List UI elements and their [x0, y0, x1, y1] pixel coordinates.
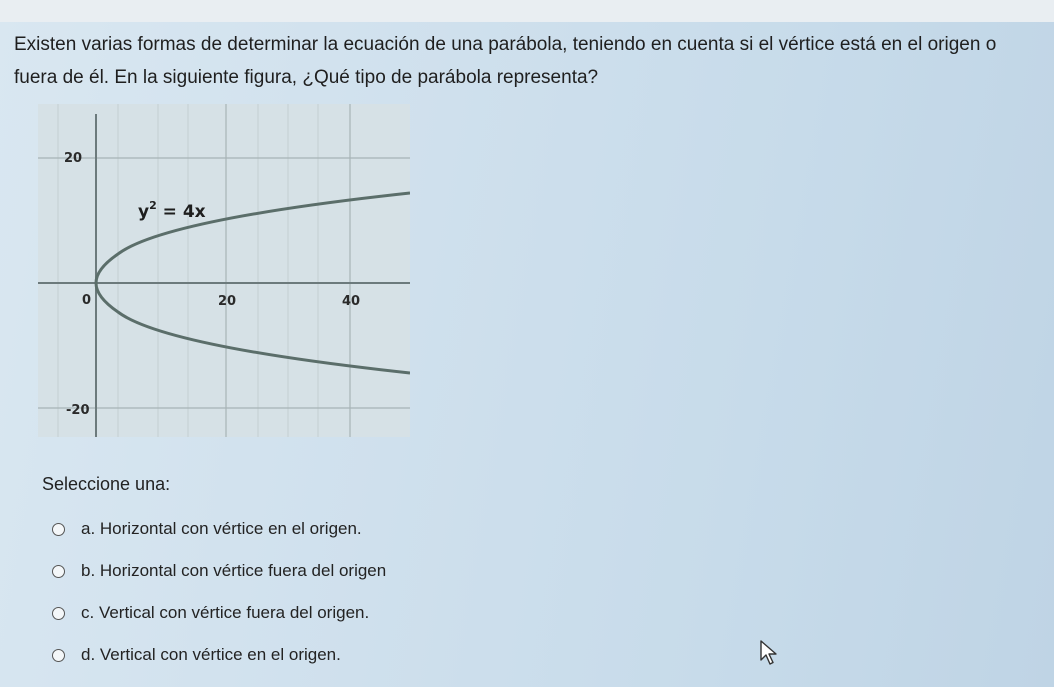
- radio-button-a[interactable]: [52, 523, 65, 536]
- y-tick-label: 20: [64, 151, 83, 166]
- radio-button-b[interactable]: [52, 565, 65, 578]
- parabola-figure: [38, 104, 410, 437]
- x-tick-label: 40: [342, 294, 361, 309]
- select-one-label: Seleccione una:: [42, 474, 171, 494]
- radio-button-d[interactable]: [52, 649, 65, 662]
- equation-rest: = 4x: [156, 202, 206, 222]
- radio-button-c[interactable]: [52, 607, 65, 620]
- option-label-a: a. Horizontal con vértice en el origen.: [81, 519, 362, 538]
- equation-base: y: [138, 202, 150, 222]
- option-d[interactable]: [52, 634, 386, 676]
- option-label-d: d. Vertical con vértice en el origen.: [81, 645, 341, 664]
- equation-exponent: 2: [149, 199, 157, 212]
- option-label-b: b. Horizontal con vértice fuera del origen: [81, 561, 387, 580]
- answer-options: [52, 508, 386, 676]
- option-b[interactable]: [52, 550, 386, 592]
- y-tick-label: -20: [66, 403, 90, 418]
- mouse-pointer-icon: [760, 640, 778, 666]
- x-tick-label: 20: [218, 294, 237, 309]
- option-c[interactable]: [52, 592, 386, 634]
- option-label-c: c. Vertical con vértice fuera del origen.: [81, 603, 370, 622]
- equation-label: [138, 199, 206, 222]
- question-text: Existen varias formas de determinar la ecuación de una parábola, teniendo en cuenta si el vértice está en el origen o fuera de él. En la siguiente figura, ¿Qué tipo de parábola representa?: [14, 34, 997, 88]
- parabola-graph: [38, 104, 410, 437]
- x-tick-label: 0: [82, 293, 92, 308]
- top-strip: [0, 0, 1054, 22]
- option-a[interactable]: [52, 508, 386, 550]
